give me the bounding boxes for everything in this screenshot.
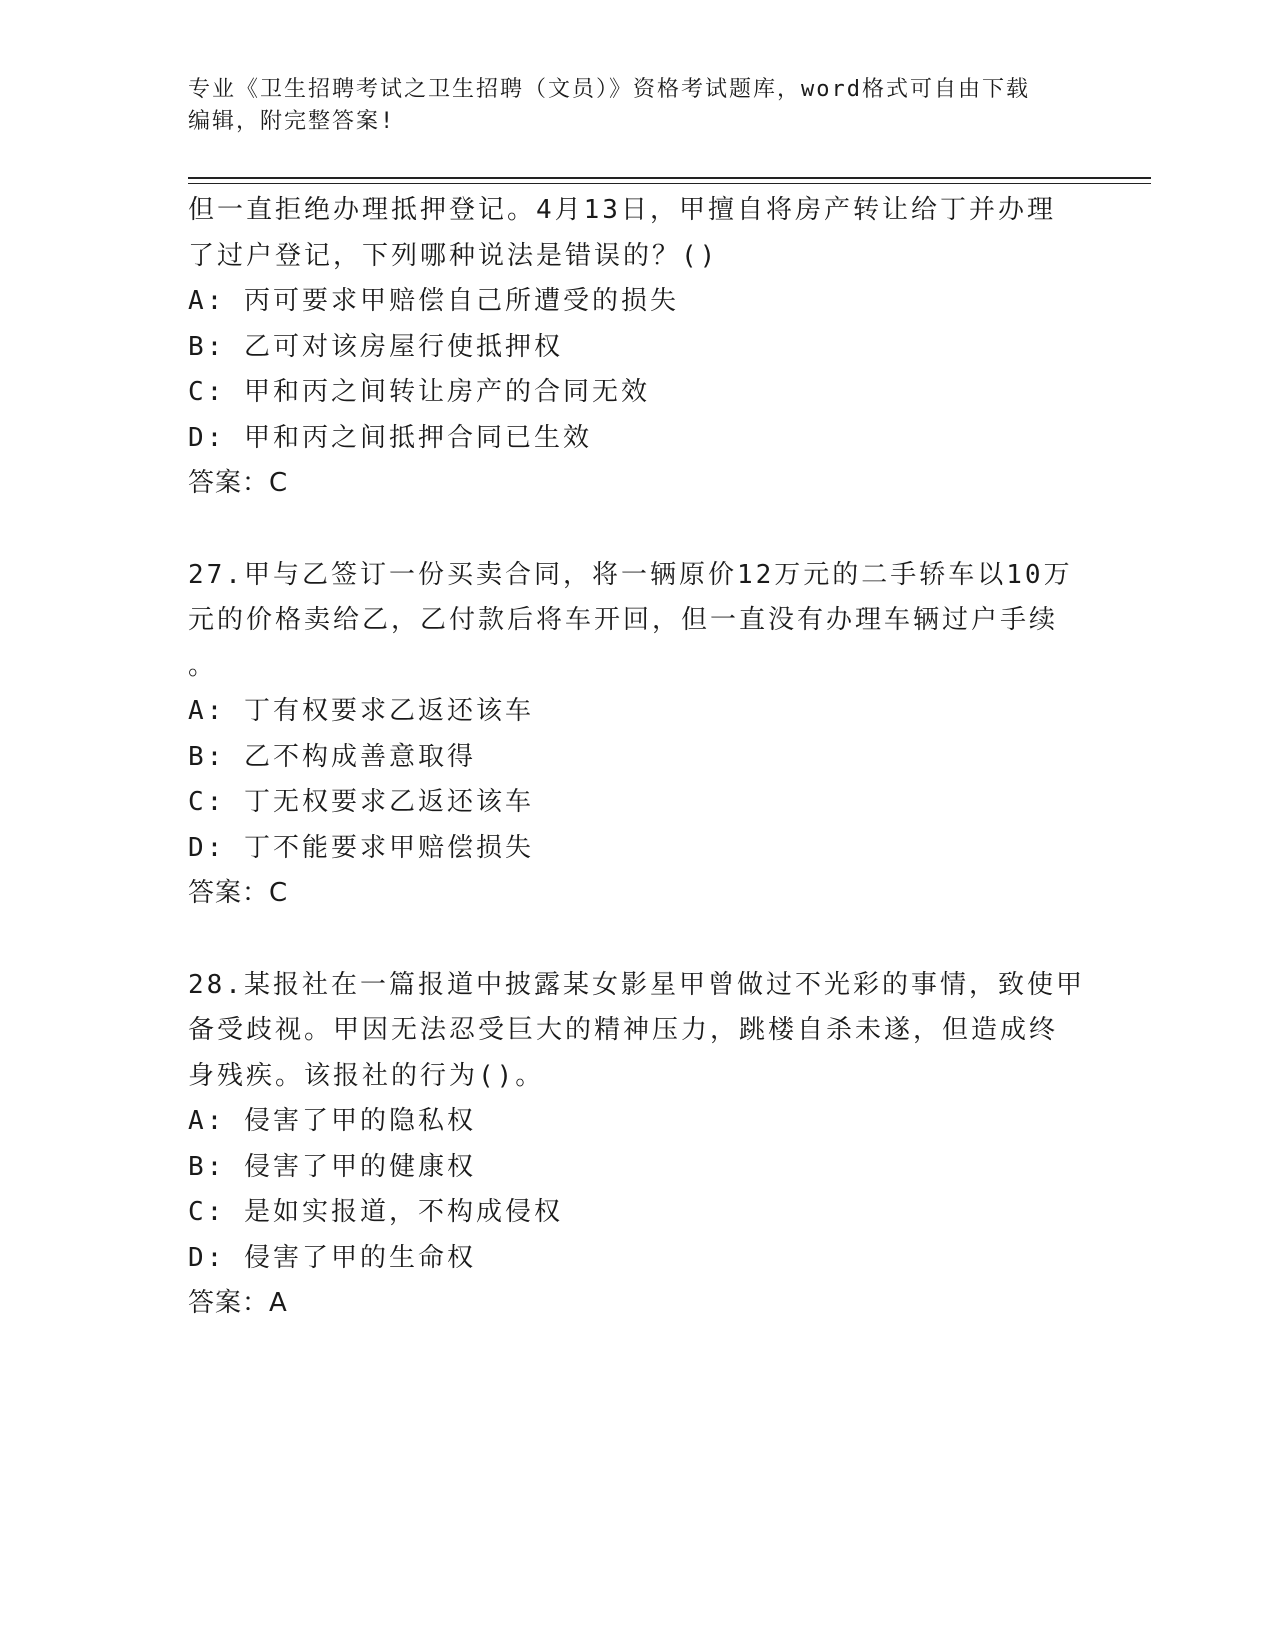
- header-line-1: 专业《卫生招聘考试之卫生招聘（文员）》资格考试题库，word格式可自由下载: [188, 77, 1030, 102]
- answer-line: 答案：C: [188, 468, 289, 498]
- answer-line: 答案：A: [188, 1288, 288, 1318]
- option-d: D: 侵害了甲的生命权: [188, 1242, 476, 1273]
- question-spacer: [188, 917, 1068, 963]
- header-rule-thin: [188, 183, 1151, 184]
- question-spacer: [188, 507, 1068, 553]
- question-list: [188, 188, 1085, 1327]
- question-stem-line: 身残疾。该报社的行为()。: [188, 1060, 545, 1091]
- question-stem-line: 但一直拒绝办理抵押登记。4月13日，甲擅自将房产转让给丁并办理: [188, 195, 1056, 225]
- question-block: [188, 553, 1073, 917]
- question-stem-line: 27.甲与乙签订一份买卖合同，将一辆原价12万元的二手轿车以10万: [188, 559, 1073, 590]
- question-stem-line: 28.某报社在一篇报道中披露某女影星甲曾做过不光彩的事情，致使甲: [188, 969, 1085, 1000]
- question-stem-line: 了过户登记，下列哪种说法是错误的？(): [188, 240, 719, 271]
- answer-line: 答案：C: [188, 878, 289, 908]
- option-a: A: 侵害了甲的隐私权: [188, 1106, 476, 1136]
- option-c: C: 是如实报道，不构成侵权: [188, 1197, 563, 1227]
- question-block: [188, 188, 1068, 507]
- question-block: [188, 963, 1085, 1327]
- question-stem-line: 备受歧视。甲因无法忍受巨大的精神压力，跳楼自杀未遂，但造成终: [188, 1015, 1059, 1045]
- option-b: B: 乙不构成善意取得: [188, 741, 476, 772]
- option-d: D: 丁不能要求甲赔偿损失: [188, 832, 534, 863]
- question-stem-line: 。: [188, 650, 218, 681]
- option-a: A: 丙可要求甲赔偿自己所遭受的损失: [188, 286, 679, 316]
- header-line-2: 编辑，附完整答案!: [188, 109, 396, 134]
- option-b: B: 乙可对该房屋行使抵押权: [188, 331, 563, 362]
- option-c: C: 丁无权要求乙返还该车: [188, 787, 534, 817]
- question-stem-line: 元的价格卖给乙，乙付款后将车开回，但一直没有办理车辆过户手续: [188, 605, 1059, 635]
- header-rule-thick: [188, 177, 1151, 179]
- page-header: [188, 74, 1068, 138]
- option-d: D: 甲和丙之间抵押合同已生效: [188, 422, 592, 453]
- option-b: B: 侵害了甲的健康权: [188, 1151, 476, 1182]
- option-c: C: 甲和丙之间转让房产的合同无效: [188, 377, 650, 407]
- option-a: A: 丁有权要求乙返还该车: [188, 696, 534, 726]
